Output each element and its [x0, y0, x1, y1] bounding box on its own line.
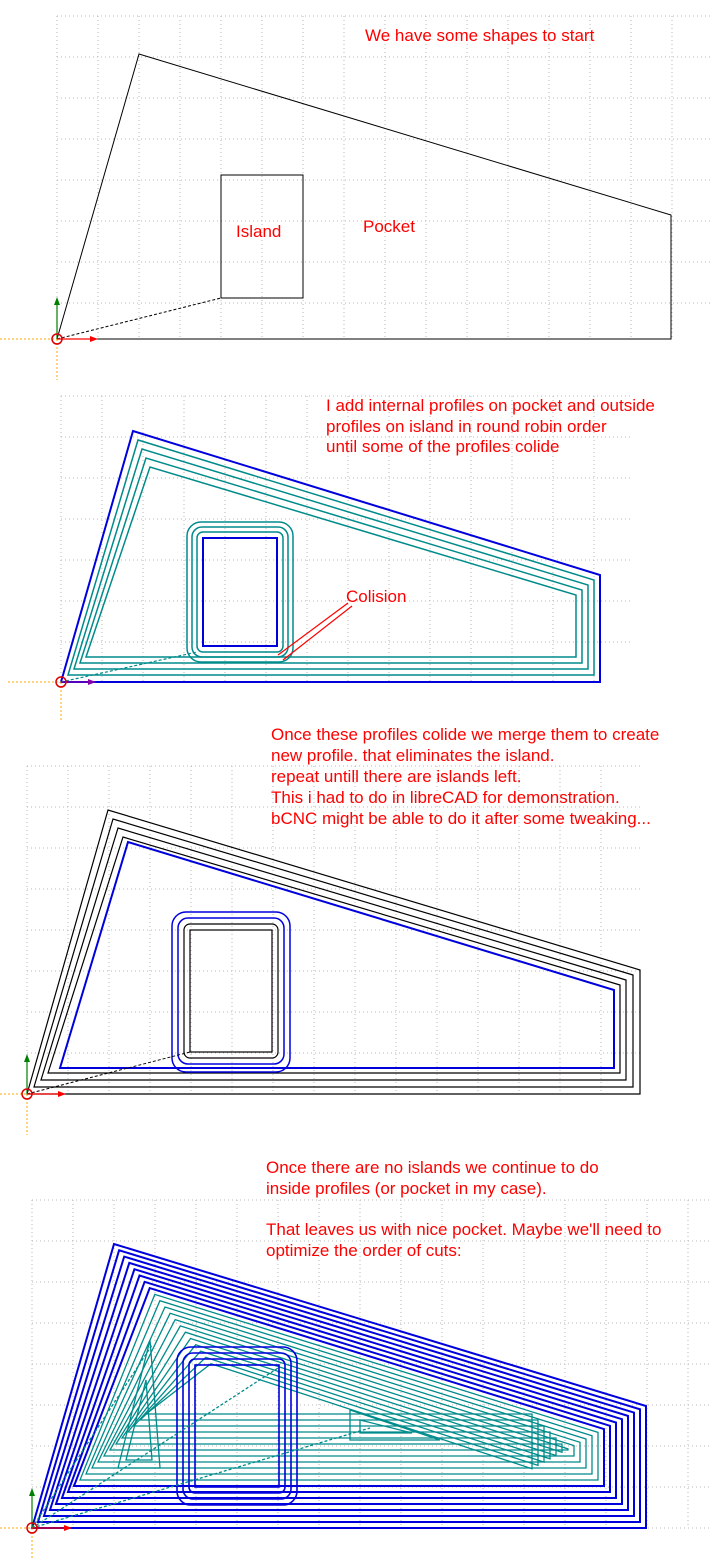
merged-outline-1 [27, 810, 640, 1094]
panel3-caption-line-4: This i had to do in libreCAD for demonstration. [271, 788, 620, 807]
panel3-caption-line-2: new profile. that eliminates the island. [271, 746, 555, 765]
inner-profile-11 [140, 1357, 538, 1465]
origin-marker-3 [0, 1054, 66, 1135]
panel2-caption-line-1: I add internal profiles on pocket and outside [326, 396, 655, 415]
pocket-profile-2 [74, 449, 588, 669]
collision-pointer [278, 603, 352, 660]
island-profile-1 [197, 532, 283, 652]
grid-panel-1 [57, 16, 712, 339]
panel4-caption-line-2: inside profiles (or pocket in my case). [266, 1179, 547, 1198]
panel4-caption-line-1: Once there are no islands we continue to do [266, 1158, 599, 1177]
pocket-profile-4 [86, 467, 576, 657]
origin-marker [0, 297, 98, 380]
panel-shapes [0, 26, 671, 380]
panel4-caption-line-4: That leaves us with nice pocket. Maybe we'll need to [266, 1220, 662, 1239]
merged-outline-4 [48, 837, 620, 1073]
island-merged-2 [184, 924, 278, 1058]
merged-pocket-profile [60, 842, 614, 1068]
panel4-caption-line-5: optimize the order of cuts: [266, 1241, 462, 1260]
island-profile-2 [192, 527, 288, 657]
pocket-outline [57, 54, 671, 339]
panel2-caption-line-2: profiles on island in round robin order [326, 417, 607, 436]
collision-label: Colision [346, 587, 407, 606]
panel1-caption: We have some shapes to start [365, 26, 595, 45]
island-merged-inner [190, 930, 272, 1052]
island-merged-3 [178, 918, 284, 1064]
island-label: Island [236, 222, 282, 241]
panel-profiles [8, 396, 655, 722]
panel3-caption-line-3: repeat untill there are islands left. [271, 767, 522, 786]
merged-outline-3 [41, 828, 626, 1080]
panel2-caption-line-3: until some of the profiles colide [326, 437, 560, 456]
panel3-caption-line-5: bCNC might be able to do it after some tweaking... [271, 809, 651, 828]
panel-result [0, 1158, 661, 1560]
pocket-label: Pocket [363, 217, 415, 236]
panel3-caption-line-1: Once these profiles colide we merge them to create [271, 725, 660, 744]
origin-marker-2 [8, 677, 96, 722]
